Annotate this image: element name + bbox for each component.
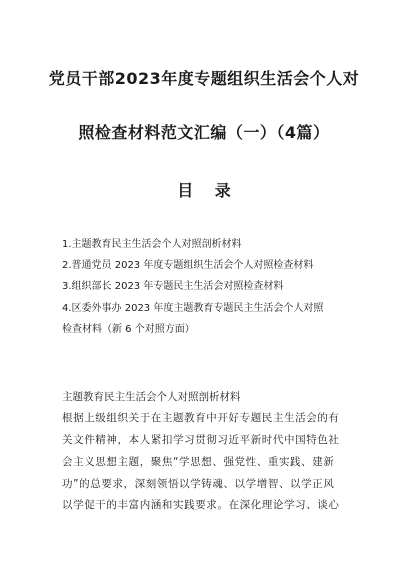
toc-item-1: 1.主题教育民主生活会个人对照剖析材料 xyxy=(62,239,242,250)
document-title-line-1: 党员干部2023年度专题组织生活会个人对 xyxy=(48,69,360,88)
document-title-line-2: 照检查材料范文汇编（一）（4篇） xyxy=(78,123,330,142)
paragraph-line: 关文件精神，本人紧扣学习贯彻习近平新时代中国特色社 xyxy=(62,434,340,446)
paragraph-line: 会主义思想主题，聚焦“学思想、强党性、重实践、建新 xyxy=(62,456,335,468)
toc-item-3: 3.组织部长 2023 年专题民主生活会对照检查材料 xyxy=(62,281,284,292)
section-title: 主题教育民主生活会个人对照剖析材料 xyxy=(62,391,241,403)
toc-item-2: 2.普通党员 2023 年度专题组织生活会个人对照检查材料 xyxy=(62,260,314,271)
paragraph-line: 功”的总要求，深刻领悟以学铸魂、以学增智、以学正风 xyxy=(62,478,335,490)
toc-heading: 目 录 xyxy=(177,181,239,200)
paragraph-line: 以学促干的丰富内涵和实践要求。在深化理论学习、谈心 xyxy=(62,499,340,511)
toc-item-4: 4.区委外事办 2023 年度主题教育专题民主生活会个人对照 xyxy=(62,303,324,314)
toc-item-4-continued: 检查材料（新 6 个对照方面） xyxy=(62,324,195,335)
paragraph-line: 根据上级组织关于在主题教育中开好专题民主生活会的有 xyxy=(62,412,340,424)
